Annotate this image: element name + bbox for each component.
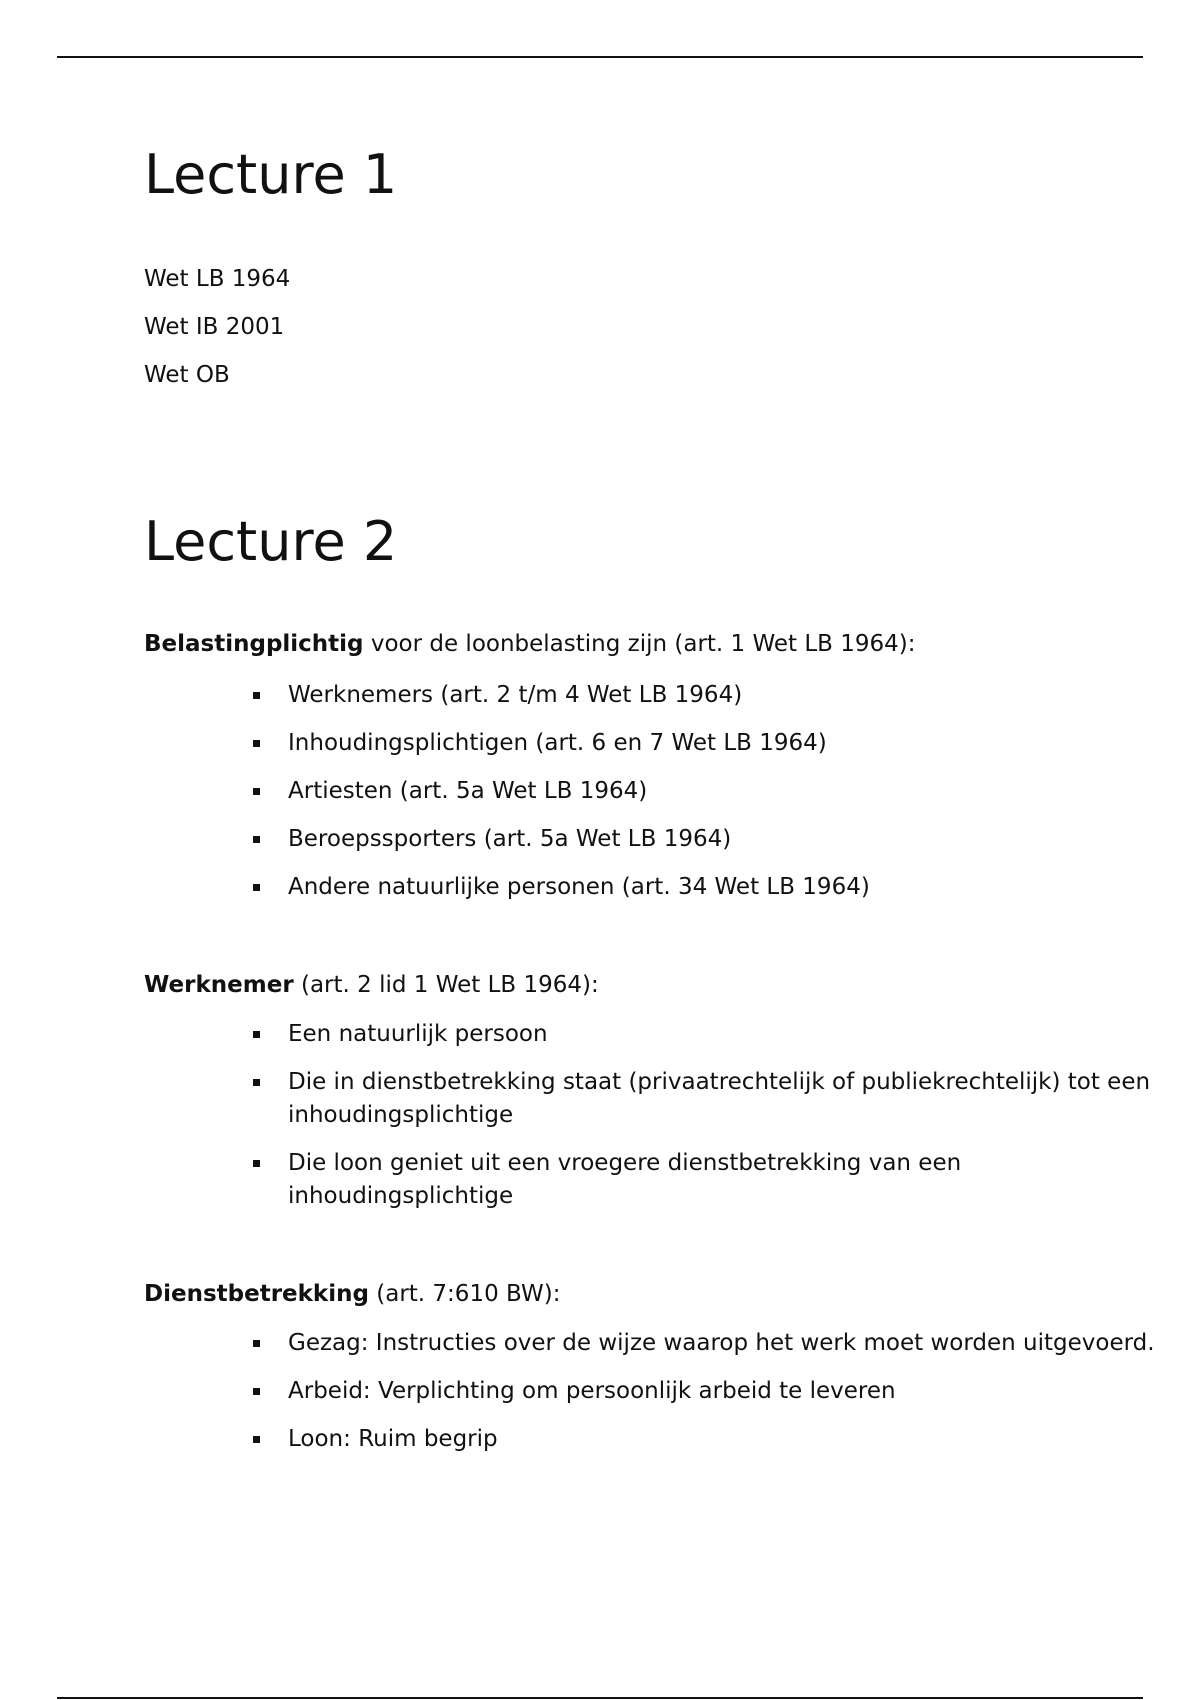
square-bullet-icon (253, 884, 260, 891)
list-item: Arbeid: Verplichting om persoonlijk arbeid te leveren (144, 1375, 1188, 1408)
list-item: Inhoudingsplichtigen (art. 6 en 7 Wet LB 1964) (144, 727, 1188, 760)
belastingplichtig-list (144, 679, 1188, 919)
section-term: Dienstbetrekking (144, 1281, 369, 1307)
lecture-2-heading: Lecture 2 (144, 510, 398, 573)
section-term: Belastingplichtig (144, 631, 364, 657)
bottom-rule (57, 1697, 1143, 1699)
square-bullet-icon (253, 836, 260, 843)
top-rule (57, 56, 1143, 58)
section-intro-werknemer (144, 970, 599, 1000)
square-bullet-icon (253, 692, 260, 699)
dienstbetrekking-list (144, 1327, 1188, 1471)
list-item: Artiesten (art. 5a Wet LB 1964) (144, 775, 1188, 808)
lecture-1-heading: Lecture 1 (144, 143, 398, 206)
list-item: Die in dienstbetrekking staat (privaatrechtelijk of publiekrechtelijk) tot een inhoudingsplichtige (144, 1066, 1188, 1132)
lecture-1-item: Wet IB 2001 (144, 314, 285, 340)
list-item: Werknemers (art. 2 t/m 4 Wet LB 1964) (144, 679, 1188, 712)
list-item: Een natuurlijk persoon (144, 1018, 1188, 1051)
list-item: Die loon geniet uit een vroegere dienstbetrekking van een inhoudingsplichtige (144, 1147, 1188, 1213)
list-item: Loon: Ruim begrip (144, 1423, 1188, 1456)
square-bullet-icon (253, 740, 260, 747)
square-bullet-icon (253, 1436, 260, 1443)
square-bullet-icon (253, 1388, 260, 1395)
lecture-1-item: Wet OB (144, 362, 230, 388)
section-description: (art. 7:610 BW): (368, 1281, 561, 1307)
square-bullet-icon (253, 1079, 260, 1086)
section-intro-belastingplichtig (144, 629, 916, 659)
werknemer-list (144, 1018, 1188, 1228)
square-bullet-icon (253, 1160, 260, 1167)
square-bullet-icon (253, 1340, 260, 1347)
square-bullet-icon (253, 1031, 260, 1038)
section-description: voor de loonbelasting zijn (art. 1 Wet LB 1964): (363, 631, 916, 657)
lecture-1-item: Wet LB 1964 (144, 266, 291, 292)
square-bullet-icon (253, 788, 260, 795)
section-description: (art. 2 lid 1 Wet LB 1964): (293, 972, 599, 998)
list-item: Gezag: Instructies over de wijze waarop het werk moet worden uitgevoerd. (144, 1327, 1188, 1360)
list-item: Andere natuurlijke personen (art. 34 Wet LB 1964) (144, 871, 1188, 904)
list-item: Beroepssporters (art. 5a Wet LB 1964) (144, 823, 1188, 856)
section-term: Werknemer (144, 972, 294, 998)
section-intro-dienstbetrekking (144, 1279, 560, 1309)
